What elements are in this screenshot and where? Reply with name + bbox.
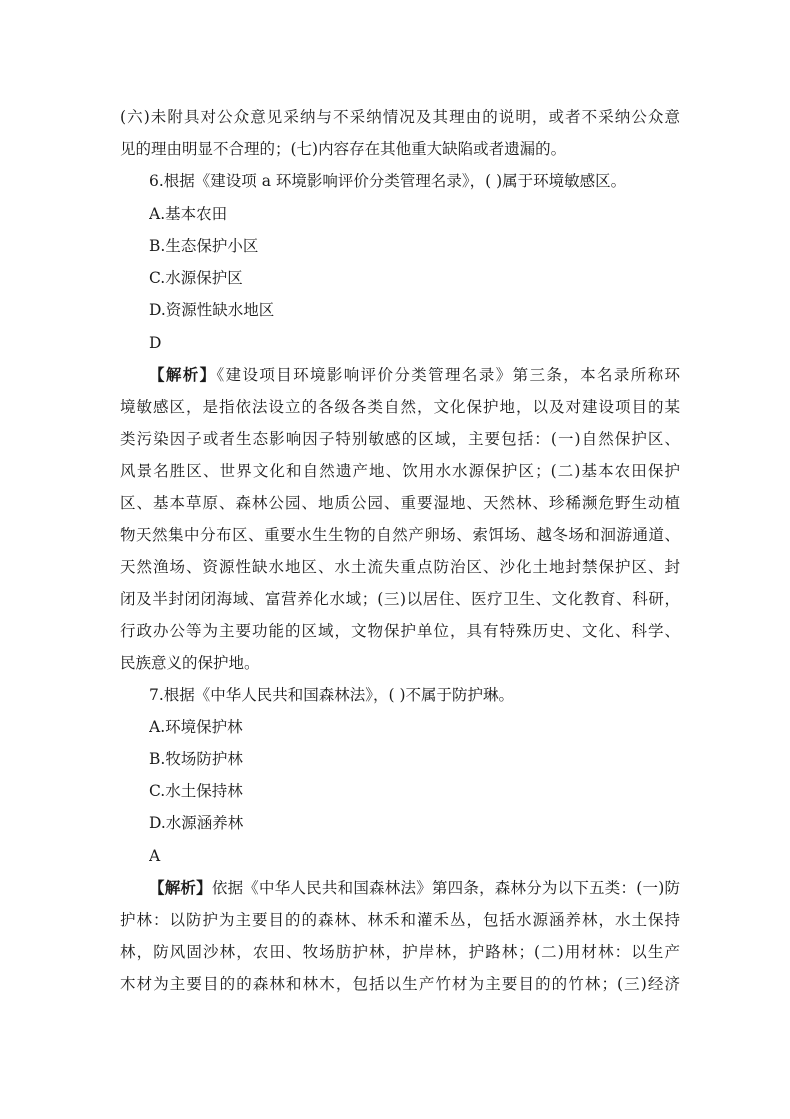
option-a: A.环境保护林 — [149, 718, 243, 736]
answer: D — [149, 334, 162, 352]
analysis-line: 区、基本草原、森林公园、地质公园、重要湿地、天然林、珍稀濒危野生动植 — [120, 494, 680, 512]
analysis-line: 行政办公等为主要功能的区域，文物保护单位，具有特殊历史、文化、科学、 — [120, 622, 680, 640]
analysis-line: 境敏感区，是指依法设立的各级各类自然，文化保护地，以及对建设项目的某 — [120, 398, 680, 416]
analysis-line: 类污染因子或者生态影响因子特别敏感的区域，主要包括：(一)自然保护区、 — [120, 430, 680, 448]
analysis-line: 天然渔场、资源性缺水地区、水土流失重点防治区、沙化土地封禁保护区、封 — [120, 558, 680, 576]
analysis-text: 依据《中华人民共和国森林法》第四条，森林分为以下五类：(一)防 — [211, 879, 680, 897]
question-stem: 6.根据《建设项 a 环境影响评价分类管理名录》，( )属于环境敏感区。 — [149, 172, 627, 190]
analysis-tag: 【解析】 — [149, 878, 212, 897]
option-d: D.水源涵养林 — [149, 814, 244, 832]
analysis-line: 林，防风固沙林，农田、牧场肪护林，护岸林，护路林；(二)用材林：以生产 — [120, 943, 680, 961]
analysis-line: 民族意义的保护地。 — [120, 654, 260, 672]
analysis-tag: 【解析】 — [149, 365, 217, 384]
option-b: B.生态保护小区 — [149, 237, 259, 255]
text-line: (六)未附具对公众意见采纳与不采纳情况及其理由的说明，或者不采纳公众意 — [120, 108, 680, 126]
analysis-line: 护林：以防护为主要目的的森林、林禾和灌禾丛，包括水源涵养林，水土保持 — [120, 911, 680, 929]
analysis-line — [149, 362, 680, 388]
analysis-line: 风景名胜区、世界文化和自然遗产地、饮用水水源保护区；(二)基本农田保护 — [120, 462, 680, 480]
option-a: A.基本农田 — [149, 205, 228, 223]
option-d: D.资源性缺水地区 — [149, 301, 275, 319]
option-c: C.水土保持林 — [149, 782, 243, 800]
analysis-text: 《建设项目环境影响评价分类管理名录》第三条，本名录所称环 — [216, 366, 680, 384]
option-b: B.牧场防护林 — [149, 750, 243, 768]
analysis-line — [149, 875, 680, 901]
analysis-line: 物天然集中分布区、重要水生生物的自然产卵场、索饵场、越冬场和洄游通道、 — [120, 526, 680, 544]
answer: A — [149, 847, 161, 865]
analysis-line: 闭及半封闭闭海域、富营养化水域；(三)以居住、医疗卫生、文化教育、科研， — [120, 590, 680, 608]
analysis-line: 木材为主要目的的森林和林木，包括以生产竹材为主要目的的竹林；(三)经济 — [120, 975, 680, 993]
text-line: 见的理由明显不合理的；(七)内容存在其他重大缺陷或者遗漏的。 — [120, 140, 567, 158]
option-c: C.水源保护区 — [149, 269, 243, 287]
question-stem: 7.根据《中华人民共和国森林法》，( )不属于防护琳。 — [149, 686, 515, 704]
